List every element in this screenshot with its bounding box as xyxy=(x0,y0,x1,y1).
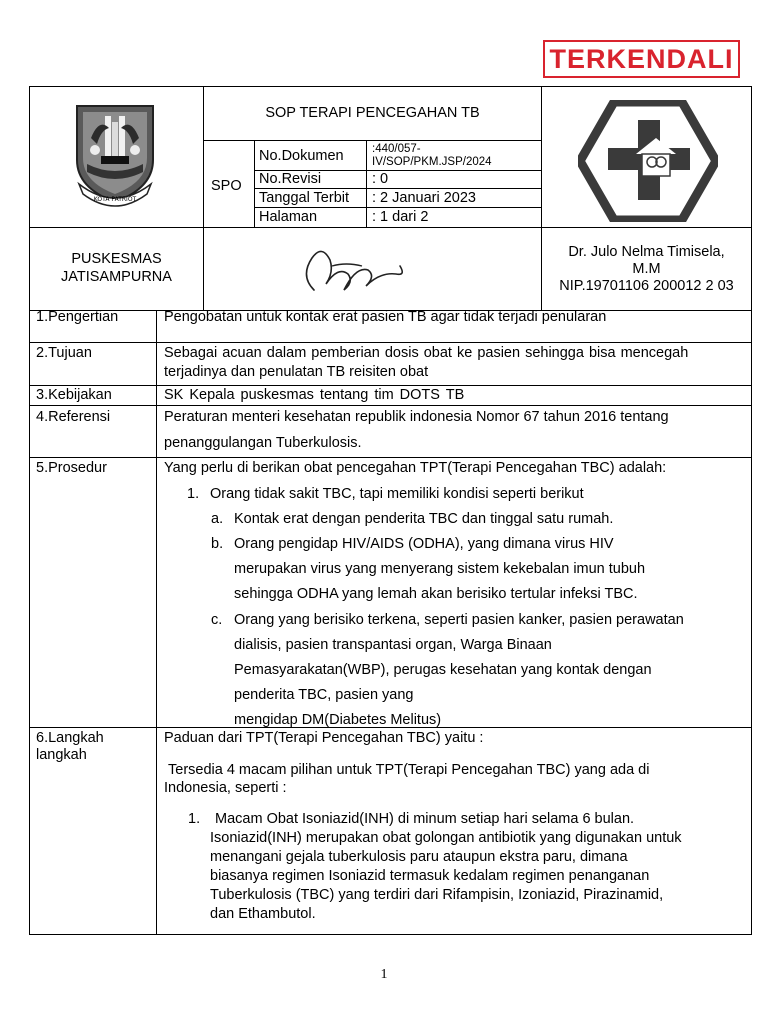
row-label-prosedur: 5.Prosedur xyxy=(36,460,107,476)
row-text-referensi-line2: penanggulangan Tuberkulosis. xyxy=(164,435,362,451)
meta-value-no-revisi: : 0 xyxy=(372,171,389,187)
signer-nip: NIP.19701106 200012 2 03 xyxy=(559,278,734,294)
langkah-item1-line1: Macam Obat Isoniazid(INH) di minum setiap hari selama 6 bulan. xyxy=(215,811,635,827)
spo-label: SPO xyxy=(211,178,242,194)
prosedur-c-line5: mengidap DM(Diabetes Melitus) xyxy=(234,712,442,728)
prosedur-b-line2: merupakan virus yang menyerang sistem kekebalan imun tubuh xyxy=(234,561,646,577)
prosedur-a-text: Kontak erat dengan penderita TBC dan tinggal satu rumah. xyxy=(234,511,614,527)
langkah-paragraph-line2: Indonesia, seperti : xyxy=(164,780,287,796)
row-text-referensi-line1: Peraturan menteri kesehatan republik indonesia Nomor 67 tahun 2016 tentang xyxy=(164,409,669,425)
prosedur-intro: Yang perlu di berikan obat pencegahan TPT(Terapi Pencegahan TBC) adalah: xyxy=(164,460,667,476)
prosedur-item1-text: Orang tidak sakit TBC, tapi memiliki kondisi seperti berikut xyxy=(210,486,584,502)
prosedur-c-line2: dialisis, pasien transpantasi organ, Warga Binaan xyxy=(234,637,552,653)
langkah-item1-line5: Tuberkulosis (TBC) yang terdiri dari Rifampisin, Izoniazid, Pirazinamid, xyxy=(210,887,664,903)
row-label-tujuan: 2.Tujuan xyxy=(36,345,92,361)
meta-value-no-dokumen: :440/057-IV/SOP/PKM.JSP/2024 xyxy=(372,143,492,168)
svg-text:KOTA PATRIOT: KOTA PATRIOT xyxy=(93,196,137,203)
document-title: SOP TERAPI PENCEGAHAN TB xyxy=(265,105,480,121)
row-text-pengertian: Pengobatan untuk kontak erat pasien TB agar tidak terjadi penularan xyxy=(164,309,607,325)
langkah-item1-line4: biasanya regimen Isoniazid termasuk kedalam regimen penanganan xyxy=(210,868,650,884)
row-label-kebijakan: 3.Kebijakan xyxy=(36,387,112,403)
langkah-intro: Paduan dari TPT(Terapi Pencegahan TBC) yaitu : xyxy=(164,730,484,746)
langkah-item1-line3: menangani gejala tuberkulosis paru ataupun ekstra paru, dimana xyxy=(210,849,628,865)
puskesmas-name-line2: JATISAMPURNA xyxy=(61,269,172,285)
meta-label-no-dokumen: No.Dokumen xyxy=(259,148,344,164)
prosedur-b-marker: b. xyxy=(211,536,224,552)
prosedur-a-marker: a. xyxy=(211,511,224,527)
signer-name: Dr. Julo Nelma Timisela, xyxy=(568,244,725,260)
prosedur-b-line1: Orang pengidap HIV/AIDS (ODHA), yang dimana virus HIV xyxy=(234,536,614,552)
langkah-item1-line6: dan Ethambutol. xyxy=(210,906,316,922)
meta-label-tanggal-terbit: Tanggal Terbit xyxy=(259,190,350,206)
langkah-paragraph-line1: Tersedia 4 macam pilihan untuk TPT(Terapi Pencegahan TBC) yang ada di xyxy=(168,762,650,778)
row-label-pengertian: 1.Pengertian xyxy=(36,309,119,325)
signature xyxy=(296,236,416,296)
puskesmas-name-line1: PUSKESMAS xyxy=(71,251,162,267)
meta-label-no-revisi: No.Revisi xyxy=(259,171,322,187)
meta-label-halaman: Halaman xyxy=(259,209,318,225)
prosedur-c-line4: penderita TBC, pasien yang xyxy=(234,687,414,703)
prosedur-c-line3: Pemasyarakatan(WBP), perugas kesehatan yang kontak dengan xyxy=(234,662,652,678)
prosedur-c-marker: c. xyxy=(211,612,223,628)
row-label-langkah-line2: langkah xyxy=(36,747,87,763)
puskesmas-logo xyxy=(578,100,718,222)
row-text-tujuan-line2: terjadinya dan penulatan TB reisiten obat xyxy=(164,364,429,380)
row-label-langkah-line1: 6.Langkah xyxy=(36,730,104,746)
langkah-item1-number: 1. xyxy=(188,811,201,827)
row-label-referensi: 4.Referensi xyxy=(36,409,111,425)
signer-degree: M.M xyxy=(632,261,661,277)
page-number: 1 xyxy=(380,967,388,982)
row-text-tujuan-line1: Sebagai acuan dalam pemberian dosis obat ke pasien sehingga bisa mencegah xyxy=(164,345,689,361)
terkendali-stamp: TERKENDALI xyxy=(543,40,740,78)
meta-value-halaman: : 1 dari 2 xyxy=(372,209,429,225)
langkah-item1-line2: Isoniazid(INH) merupakan obat golongan antibiotik yang digunakan untuk xyxy=(210,830,682,846)
prosedur-c-line1: Orang yang berisiko terkena, seperti pasien kanker, pasien perawatan xyxy=(234,612,684,628)
kota-patriot-seal-logo xyxy=(65,98,165,213)
row-text-kebijakan: SK Kepala puskesmas tentang tim DOTS TB xyxy=(164,387,465,403)
prosedur-item1-number: 1. xyxy=(187,486,200,502)
meta-value-tanggal-terbit: : 2 Januari 2023 xyxy=(372,190,476,206)
prosedur-b-line3: sehingga ODHA yang lemah akan berisiko tertular infeksi TBC. xyxy=(234,586,638,602)
